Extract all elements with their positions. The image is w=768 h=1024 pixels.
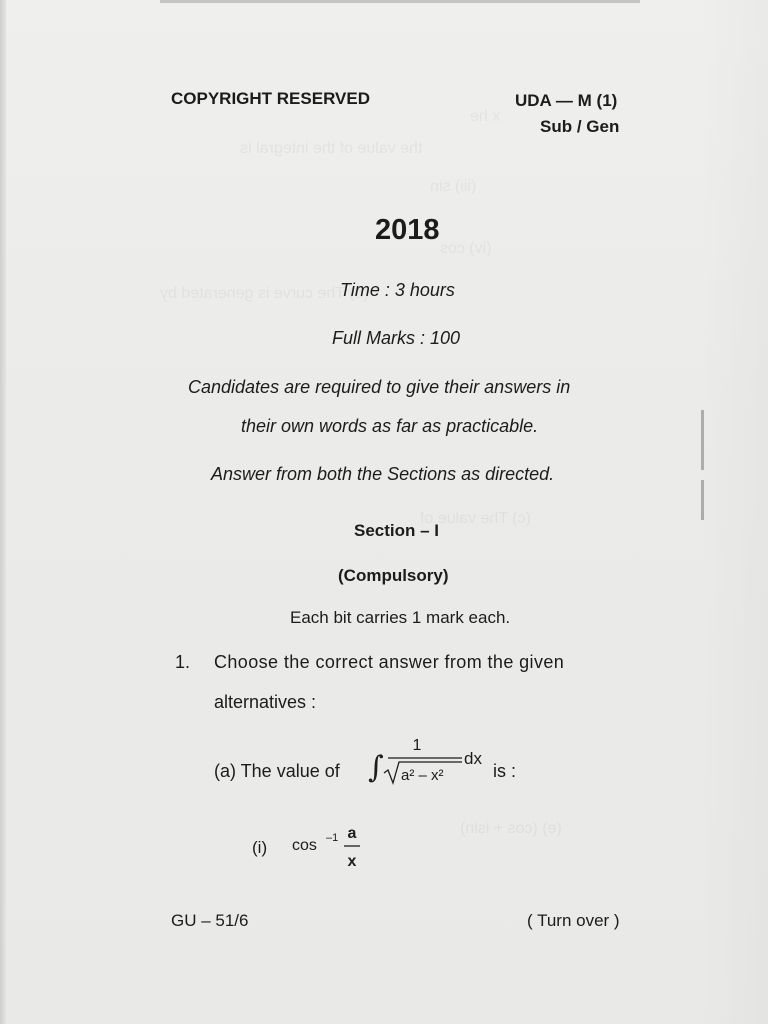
function-exponent: –1 <box>326 832 339 844</box>
integral-numerator: 1 <box>412 737 422 754</box>
option-formula <box>292 820 372 875</box>
marks-note: Each bit carries 1 mark each. <box>290 608 511 627</box>
bleed-through-text <box>470 108 500 126</box>
bleed-through-text <box>440 240 492 258</box>
integral-dx: dx <box>464 749 482 768</box>
paper-code: UDA — M (1) <box>515 91 618 110</box>
sub-question-label: (a) The value of <box>214 761 340 781</box>
function-name: cos <box>292 837 317 854</box>
section-title: Section – I <box>354 521 440 540</box>
exam-time: Time : 3 hours <box>340 280 455 300</box>
option-numerator: a <box>347 825 357 842</box>
bleed-through-text <box>430 178 476 196</box>
option-label: (i) <box>252 838 268 857</box>
paper-right-shadow <box>698 0 768 1024</box>
instruction-line: Candidates are required to give their answers in <box>188 377 571 397</box>
option-denominator: x <box>347 853 357 870</box>
section-subtitle: (Compulsory) <box>338 566 449 585</box>
edge-scan-tick <box>701 480 704 520</box>
question-number: 1. <box>175 652 191 672</box>
subject-label: Sub / Gen <box>540 117 620 136</box>
footer-code: GU – 51/6 <box>171 911 249 930</box>
question-text: alternatives : <box>214 692 317 712</box>
paper-left-edge <box>0 0 6 1024</box>
sub-question-suffix: is : <box>493 761 517 781</box>
instruction-line: Answer from both the Sections as directed. <box>211 464 555 484</box>
bleed-through-text <box>160 285 369 303</box>
copyright-notice: COPYRIGHT RESERVED <box>171 89 371 108</box>
bleed-through-text <box>460 820 562 838</box>
exam-year: 2018 <box>375 214 440 246</box>
option-expression <box>292 820 372 875</box>
integral-denominator: a² – x² <box>401 767 444 784</box>
bleed-through-text <box>240 140 422 158</box>
instruction-line: their own words as far as practicable. <box>241 416 539 436</box>
full-marks: Full Marks : 100 <box>332 328 461 348</box>
top-scan-mark <box>160 0 640 3</box>
question-text: Choose the correct answer from the given <box>214 652 565 672</box>
turn-over-label: ( Turn over ) <box>527 911 620 930</box>
integral-sign: ∫ <box>368 750 384 785</box>
edge-scan-tick <box>701 410 704 470</box>
